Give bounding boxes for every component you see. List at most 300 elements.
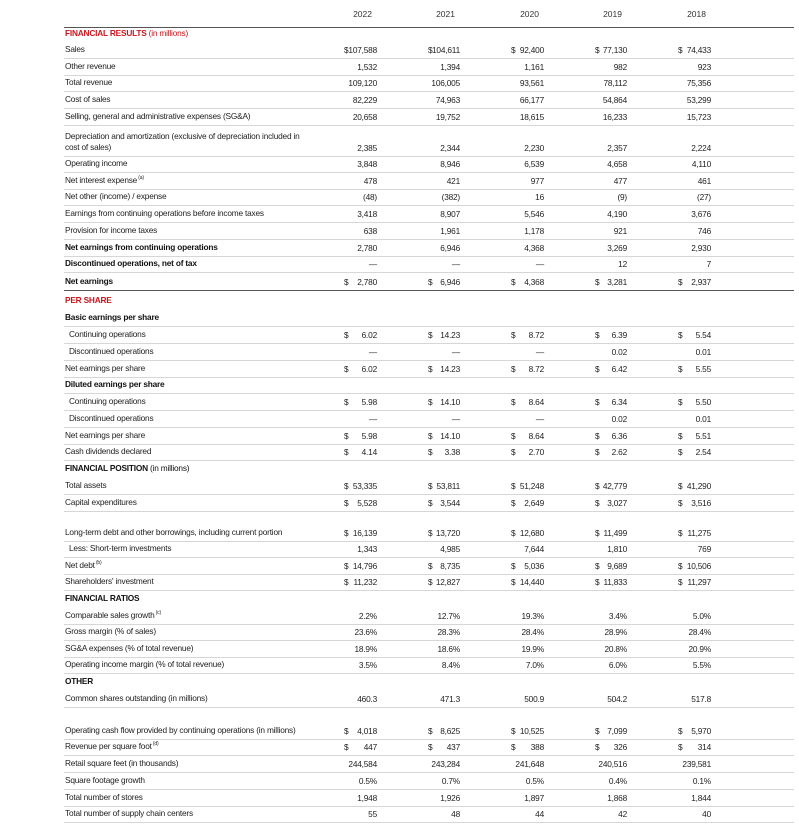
table-cell-2020: 19.3%	[521, 611, 544, 621]
row-label	[65, 792, 310, 803]
table-cell-2022: 14,796	[352, 561, 377, 571]
table-cell-2018: 3,676	[691, 209, 711, 219]
table-row	[64, 708, 794, 740]
table-cell-2018: 74,433	[686, 45, 711, 55]
table-cell-2019: 54,864	[602, 95, 627, 105]
currency-symbol: $	[344, 561, 349, 571]
currency-symbol: $	[595, 726, 600, 736]
table-cell-2020: 18,615	[519, 112, 544, 122]
table-cell-2018: 11,275	[687, 528, 711, 538]
table-cell-2022: 3,418	[357, 209, 377, 219]
row-label-text: Continuing operations	[69, 396, 146, 406]
table-cell-2020: 6,539	[524, 159, 544, 169]
row-label	[65, 659, 310, 670]
currency-symbol: $	[595, 498, 600, 508]
section-title-text: PER SHARE	[65, 295, 112, 305]
table-cell-2018: 41,290	[686, 481, 711, 491]
table-cell-2019: 4,190	[607, 209, 627, 219]
table-cell-2021: 8,735	[440, 561, 460, 571]
currency-symbol: $	[344, 577, 349, 587]
table-cell-2021: 13,720	[435, 528, 460, 538]
row-label-text: Net interest expense	[65, 175, 138, 185]
table-cell-2018: 10,506	[686, 561, 711, 571]
row-label-text: Discontinued operations, net of tax	[65, 258, 197, 268]
currency-symbol: $	[678, 364, 683, 374]
table-cell-2020: —	[535, 347, 544, 357]
table-cell-2018: 3,516	[691, 498, 711, 508]
table-cell-2019: 77,130	[602, 45, 627, 55]
table-row	[64, 428, 794, 445]
year-header: 2019	[603, 9, 622, 19]
table-cell-2020: 4,368	[524, 243, 544, 253]
row-label-text: Depreciation and amortization (exclusive of depreciation included in cost of sales)	[65, 131, 300, 152]
currency-symbol: $	[595, 528, 600, 538]
table-row	[64, 558, 794, 575]
table-cell-2022: 3,848	[357, 159, 377, 169]
section-header	[64, 461, 794, 477]
table-cell-2019: 2,357	[607, 143, 627, 153]
table-cell-2019: 3,281	[607, 277, 627, 287]
table-row	[64, 173, 794, 190]
row-label	[65, 208, 310, 219]
table-cell-2020: 8.64	[528, 431, 544, 441]
table-cell-2021: 1,394	[440, 62, 460, 72]
row-label	[65, 258, 310, 269]
table-cell-2018: 5.5%	[692, 660, 711, 670]
section-title-text: FINANCIAL RESULTS	[65, 28, 147, 38]
table-cell-2020: 4,368	[524, 277, 544, 287]
table-cell-2019: 42,779	[602, 481, 627, 491]
subheader-row	[64, 378, 794, 394]
row-label-text: Total number of supply chain centers	[65, 808, 193, 818]
table-cell-2020: 5,036	[524, 561, 544, 571]
table-cell-2018: 11,297	[687, 577, 711, 587]
table-cell-2021: 14.23	[440, 364, 460, 374]
table-cell-2020: 1,161	[524, 62, 544, 72]
table-cell-2022: 53,335	[352, 481, 377, 491]
table-cell-2018: (27)	[697, 192, 711, 202]
table-row	[64, 273, 794, 291]
table-cell-2019: 3,027	[607, 498, 627, 508]
table-cell-2020: 93,561	[519, 78, 544, 88]
currency-symbol: $	[595, 45, 600, 55]
section-title	[65, 28, 310, 39]
row-label-text: Total revenue	[65, 77, 113, 87]
currency-symbol: $	[678, 431, 683, 441]
table-cell-2019: 11,499	[603, 528, 627, 538]
row-label	[69, 413, 314, 424]
row-label-text: SG&A expenses (% of total revenue)	[65, 643, 194, 653]
financial-summary-table	[64, 0, 799, 826]
table-cell-2018: 2.54	[695, 447, 711, 457]
row-label	[65, 312, 310, 323]
table-row	[64, 542, 794, 558]
row-label-text: Total number of stores	[65, 792, 143, 802]
table-cell-2018: 5.0%	[692, 611, 711, 621]
table-cell-2021: 12,827	[435, 577, 460, 587]
row-label-text: Net earnings per share	[65, 363, 145, 373]
row-label	[69, 396, 314, 407]
currency-symbol: $	[678, 45, 683, 55]
table-row	[64, 740, 794, 756]
section-title-text: FINANCIAL RATIOS	[65, 593, 140, 603]
table-cell-2021: 1,926	[440, 793, 460, 803]
row-label-text: Gross margin (% of sales)	[65, 626, 156, 636]
table-cell-2018: 746	[697, 226, 711, 236]
table-row	[64, 495, 794, 512]
table-cell-2021: 14.10	[440, 397, 460, 407]
table-row	[64, 206, 794, 223]
table-cell-2020: 8.72	[528, 330, 544, 340]
table-cell-2018: 20.9%	[688, 644, 711, 654]
currency-symbol: $	[678, 277, 683, 287]
row-label-text: Discontinued operations	[69, 346, 154, 356]
table-row	[64, 327, 794, 344]
section-note: (in millions)	[147, 463, 190, 473]
currency-symbol: $	[678, 561, 683, 571]
currency-symbol: $	[595, 277, 600, 287]
row-label-text: Net other (income) / expense	[65, 191, 167, 201]
currency-symbol: $	[595, 397, 600, 407]
table-cell-2018: 314	[697, 742, 711, 752]
currency-symbol: $	[678, 726, 683, 736]
row-label-text: Comparable sales growth	[65, 610, 155, 620]
currency-symbol: $	[428, 447, 433, 457]
table-row	[64, 43, 794, 59]
year-header: 2020	[520, 9, 539, 19]
table-row	[64, 608, 794, 625]
table-row	[64, 411, 794, 428]
table-cell-2020: 8.64	[528, 397, 544, 407]
row-label	[65, 576, 310, 587]
currency-symbol: $	[595, 561, 600, 571]
table-cell-2022: 244,584	[348, 759, 377, 769]
row-label-text: Net earnings	[65, 276, 113, 286]
table-cell-2018: 1,844	[691, 793, 711, 803]
table-cell-2018: 923	[697, 62, 711, 72]
table-cell-2021: 8.4%	[441, 660, 460, 670]
currency-symbol: $	[428, 726, 433, 736]
table-cell-2022: 4.14	[361, 447, 377, 457]
table-cell-2020: 388	[530, 742, 544, 752]
table-cell-2019: 42	[618, 809, 627, 819]
row-label	[65, 379, 310, 390]
currency-symbol: $	[678, 330, 683, 340]
table-cell-2020: 92,400	[519, 45, 544, 55]
table-cell-2020: 12,680	[519, 528, 544, 538]
table-cell-2020: 2.70	[528, 447, 544, 457]
table-cell-2018: 2,224	[691, 143, 711, 153]
table-cell-2022: 20,658	[352, 112, 377, 122]
row-label	[65, 175, 310, 186]
table-cell-2019: 4,658	[607, 159, 627, 169]
row-label	[65, 741, 310, 752]
row-label-text: Provision for income taxes	[65, 225, 158, 235]
row-label	[65, 111, 310, 122]
section-title	[65, 593, 310, 604]
currency-symbol: $	[344, 742, 349, 752]
row-label	[65, 225, 310, 236]
table-cell-2020: 16	[535, 192, 544, 202]
table-cell-2022: 1,343	[357, 544, 377, 554]
row-label	[65, 446, 310, 457]
currency-symbol: $	[511, 481, 516, 491]
currency-symbol: $	[344, 364, 349, 374]
currency-symbol: $	[511, 577, 516, 587]
table-cell-2020: —	[535, 414, 544, 424]
currency-symbol: $	[344, 330, 349, 340]
table-cell-2019: 3.4%	[608, 611, 627, 621]
table-cell-2021: 4,985	[440, 544, 460, 554]
footnote-marker: (a)	[137, 175, 144, 182]
table-cell-2020: 977	[530, 176, 544, 186]
table-cell-2021: 0.7%	[441, 776, 460, 786]
currency-symbol: $	[344, 447, 349, 457]
table-cell-2022: 11,232	[353, 577, 377, 587]
currency-symbol: $	[428, 498, 433, 508]
subheader-row	[64, 310, 794, 327]
row-label	[65, 158, 310, 169]
table-cell-2021: 48	[451, 809, 460, 819]
table-cell-2019: 477	[613, 176, 627, 186]
currency-symbol: $	[344, 431, 349, 441]
row-label-text: Less: Short-term investments	[69, 543, 172, 553]
table-cell-2019: 0.4%	[608, 776, 627, 786]
row-label	[65, 242, 310, 253]
table-cell-2019: 240,516	[598, 759, 627, 769]
table-cell-2021: 437	[446, 742, 460, 752]
table-cell-2019: 1,868	[607, 793, 627, 803]
currency-symbol: $	[511, 45, 516, 55]
table-row	[64, 807, 794, 823]
table-cell-2018: 769	[697, 544, 711, 554]
table-cell-2020: 2,230	[524, 143, 544, 153]
table-cell-2021: 104,611	[432, 45, 460, 55]
table-cell-2021: —	[451, 259, 460, 269]
row-label	[65, 276, 310, 287]
row-label	[65, 725, 310, 736]
table-row	[64, 756, 794, 773]
row-label	[65, 363, 310, 374]
currency-symbol: $	[428, 481, 433, 491]
table-cell-2022: 2,780	[357, 277, 377, 287]
table-cell-2018: 40	[702, 809, 711, 819]
row-label-text: Long-term debt and other borrowings, including current portion	[65, 527, 283, 537]
table-cell-2018: 239,581	[682, 759, 711, 769]
currency-symbol: $	[595, 742, 600, 752]
footnote-marker: (c)	[154, 610, 161, 617]
table-cell-2019: 504.2	[607, 694, 627, 704]
table-cell-2018: 517.8	[691, 694, 711, 704]
currency-symbol: $	[678, 528, 683, 538]
table-cell-2022: —	[368, 414, 377, 424]
row-label	[65, 693, 310, 704]
table-row	[64, 126, 794, 157]
table-cell-2020: 8.72	[528, 364, 544, 374]
currency-symbol: $	[511, 447, 516, 457]
row-label-text: Retail square feet (in thousands)	[65, 758, 179, 768]
table-cell-2018: 5,970	[691, 726, 711, 736]
row-label-text: Other revenue	[65, 61, 116, 71]
row-label-text: Sales	[65, 44, 85, 54]
currency-symbol: $	[428, 431, 433, 441]
table-cell-2019: 6.34	[611, 397, 627, 407]
table-cell-2021: 243,284	[431, 759, 460, 769]
row-label-text: Common shares outstanding (in millions)	[65, 693, 208, 703]
row-label-text: Net earnings per share	[65, 430, 145, 440]
row-label-text: Net debt	[65, 560, 95, 570]
table-row	[64, 109, 794, 126]
table-cell-2018: 15,723	[686, 112, 711, 122]
section-header	[64, 291, 794, 309]
currency-symbol: $	[511, 742, 516, 752]
row-label-text: Square footage growth	[65, 775, 145, 785]
table-cell-2019: (9)	[617, 192, 627, 202]
table-row	[64, 773, 794, 790]
currency-symbol: $	[678, 481, 683, 491]
table-cell-2021: 8,625	[440, 726, 460, 736]
table-row	[64, 361, 794, 378]
table-cell-2021: 3,544	[440, 498, 460, 508]
section-title	[65, 676, 310, 687]
table-cell-2018: 75,356	[686, 78, 711, 88]
currency-symbol: $	[344, 726, 349, 736]
currency-symbol: $	[511, 431, 516, 441]
table-cell-2018: 7	[706, 259, 711, 269]
table-cell-2019: 6.0%	[608, 660, 627, 670]
table-cell-2019: 3,269	[607, 243, 627, 253]
table-cell-2021: 3.38	[444, 447, 460, 457]
currency-symbol: $	[428, 397, 433, 407]
table-row	[64, 625, 794, 641]
table-row	[64, 344, 794, 361]
table-row	[64, 223, 794, 240]
table-row	[64, 257, 794, 273]
table-row	[64, 59, 794, 76]
row-label	[65, 94, 310, 105]
table-row	[64, 512, 794, 542]
table-cell-2019: 0.02	[611, 347, 627, 357]
table-cell-2020: 500.9	[524, 694, 544, 704]
table-cell-2021: 6,946	[440, 277, 460, 287]
currency-symbol: $	[511, 330, 516, 340]
table-cell-2022: 5.98	[361, 431, 377, 441]
table-cell-2022: 16,139	[352, 528, 377, 538]
currency-symbol: $	[595, 364, 600, 374]
table-cell-2020: —	[535, 259, 544, 269]
row-label	[65, 560, 310, 571]
row-label	[65, 430, 310, 441]
currency-symbol: $	[511, 498, 516, 508]
row-label-text: Operating cash flow provided by continuing operations (in millions)	[65, 725, 296, 735]
row-label	[65, 77, 310, 88]
table-cell-2018: 4,110	[691, 159, 711, 169]
table-cell-2021: 106,005	[431, 78, 460, 88]
table-cell-2022: 3.5%	[358, 660, 377, 670]
currency-symbol: $	[595, 447, 600, 457]
table-cell-2018: 2,937	[691, 277, 711, 287]
table-cell-2021: 421	[446, 176, 460, 186]
row-label-text: Discontinued operations	[69, 413, 154, 423]
table-cell-2021: 8,907	[440, 209, 460, 219]
row-label	[65, 480, 310, 491]
table-cell-2020: 14,440	[519, 577, 544, 587]
row-label-text: Shareholders' investment	[65, 576, 154, 586]
table-row	[64, 790, 794, 807]
row-label	[65, 758, 310, 769]
row-label	[65, 61, 310, 72]
year-header: 2021	[436, 9, 455, 19]
table-cell-2020: 44	[535, 809, 544, 819]
currency-symbol: $	[428, 364, 433, 374]
section-header	[64, 27, 794, 42]
table-cell-2022: 447	[363, 742, 377, 752]
currency-symbol: $	[428, 528, 433, 538]
table-row	[64, 190, 794, 206]
row-label	[65, 808, 310, 819]
currency-symbol: $	[595, 330, 600, 340]
table-cell-2021: 14.10	[440, 431, 460, 441]
currency-symbol: $	[678, 498, 683, 508]
table-cell-2020: 241,648	[515, 759, 544, 769]
table-row	[64, 478, 794, 495]
table-cell-2021: —	[451, 414, 460, 424]
currency-symbol: $	[511, 364, 516, 374]
currency-symbol: $	[344, 45, 349, 55]
table-cell-2018: 0.01	[695, 414, 711, 424]
row-label	[65, 131, 310, 153]
table-cell-2018: 0.01	[695, 347, 711, 357]
year-header: 2022	[353, 9, 372, 19]
table-cell-2021: —	[451, 347, 460, 357]
table-cell-2019: 921	[613, 226, 627, 236]
row-label	[65, 610, 310, 621]
table-row	[64, 240, 794, 257]
row-label-text: Continuing operations	[69, 329, 146, 339]
table-cell-2021: 74,963	[435, 95, 460, 105]
footnote-marker: (d)	[151, 741, 159, 748]
table-cell-2019: 7,099	[607, 726, 627, 736]
section-title-text: FINANCIAL POSITION	[65, 463, 148, 473]
table-cell-2020: 10,525	[519, 726, 544, 736]
section-title	[65, 295, 310, 306]
row-label-text: Operating income	[65, 158, 128, 168]
table-cell-2020: 2,649	[524, 498, 544, 508]
table-cell-2022: —	[368, 259, 377, 269]
table-cell-2022: 1,948	[357, 793, 377, 803]
row-label	[65, 626, 310, 637]
table-cell-2020: 28.4%	[521, 627, 544, 637]
section-title	[65, 463, 310, 474]
table-cell-2018: 5.54	[695, 330, 711, 340]
table-cell-2018: 5.51	[695, 431, 711, 441]
table-cell-2019: 16,233	[602, 112, 627, 122]
table-cell-2022: 638	[363, 226, 377, 236]
currency-symbol: $	[344, 397, 349, 407]
currency-symbol: $	[428, 561, 433, 571]
table-row	[64, 445, 794, 461]
table-cell-2019: 6.39	[611, 330, 627, 340]
table-cell-2020: 7,644	[524, 544, 544, 554]
row-label	[65, 44, 310, 55]
row-label-text: Revenue per square foot	[65, 741, 152, 751]
table-row	[64, 92, 794, 109]
table-cell-2022: 4,018	[357, 726, 377, 736]
row-label	[65, 527, 310, 538]
table-row	[64, 658, 794, 674]
table-cell-2018: 0.1%	[692, 776, 711, 786]
currency-symbol: $	[344, 498, 349, 508]
